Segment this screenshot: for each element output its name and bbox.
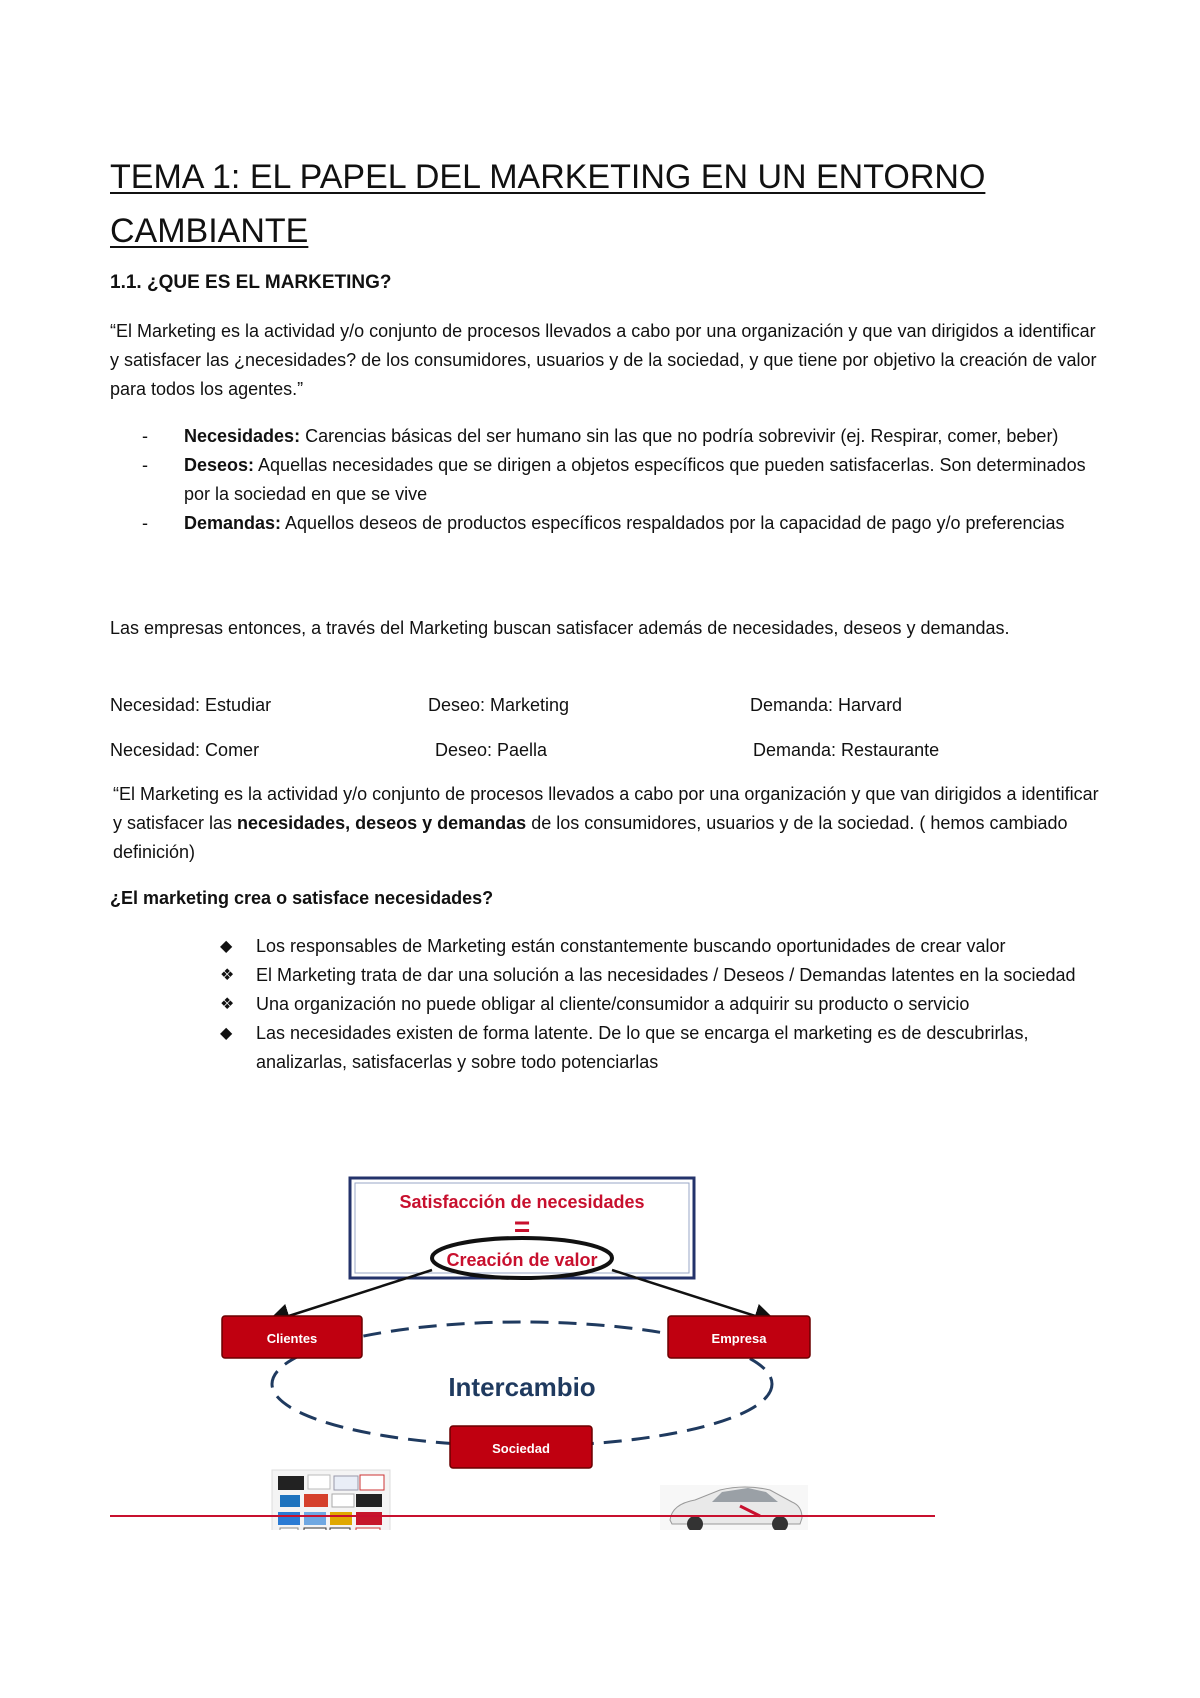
company-logos-collage [272,1470,390,1530]
definition-paragraph: “El Marketing es la actividad y/o conjunto de procesos llevados a cabo por una organización y que van dirigidos a identificar y satisfacer las ¿necesidades? de los consumidores, usuarios y de la sociedad, y que tiene por objetivo la creación de valor para todos los agentes.” [110,321,1097,399]
need-example: Necesidad: Estudiar [110,695,272,715]
list-item [140,451,1100,509]
need-example: Necesidad: Comer [110,740,260,760]
term-text: Carencias básicas del ser humano sin las que no podría sobrevivir (ej. Respirar, comer, beber) [300,426,1059,446]
dash-bullet: - [142,513,148,533]
question-heading: ¿El marketing crea o satisface necesidades? [110,888,494,908]
list-item [220,961,1100,990]
want-example: Deseo: Paella [435,740,548,760]
example-row [110,735,1100,765]
value-label: Creación de valor [446,1250,598,1270]
dash-bullet: - [142,426,148,446]
company-label: Empresa [711,1331,767,1346]
point-text: El Marketing trata de dar una solución a las necesidades / Deseos / Demandas latentes en la sociedad [256,965,1076,985]
demand-example: Demanda: Restaurante [753,740,940,760]
page-title: TEMA 1: EL PAPEL DEL MARKETING EN UN ENTORNO CAMBIANTE [110,158,986,250]
point-text: Los responsables de Marketing están constantemente buscando oportunidades de crear valor [256,936,1006,956]
point-text: Las necesidades existen de forma latente. De lo que se encarga el marketing es de descubrirlas, analizarlas, satisfacerlas y sobre todo potenciarlas [256,1023,1029,1072]
society-label: Sociedad [492,1441,550,1456]
list-item [140,509,1100,538]
white-taxi-car-photo [660,1485,808,1530]
dash-bullet: - [142,455,148,475]
definition-text: “El Marketing es la actividad y/o conjunto de procesos llevados a cabo por una organización y que van dirigidos a identificar y satisfacer las [113,784,1099,833]
definition-text: de los consumidores, usuarios y de la sociedad. ( hemos cambiado definición) [113,813,1068,862]
terms-list [140,422,1100,538]
exchange-label: Intercambio [448,1372,596,1402]
list-item [220,932,1100,961]
diamond-bullet-icon: ◆ [220,1025,233,1042]
want-example: Deseo: Marketing [428,695,570,715]
section-heading: 1.1. ¿QUE ES EL MARKETING? [110,272,392,293]
revised-definition-paragraph [113,780,1103,867]
demand-example: Demanda: Harvard [750,695,903,715]
companies-paragraph: Las empresas entonces, a través del Marketing buscan satisfacer además de necesidades, deseos y demandas. [110,618,1010,638]
term-label: Necesidades: [184,426,301,446]
four-diamond-bullet-icon: ❖ [220,996,235,1013]
point-text: Una organización no puede obligar al cliente/consumidor a adquirir su producto o servicio [256,994,970,1014]
four-diamond-bullet-icon: ❖ [220,967,235,984]
list-item [220,990,1100,1019]
points-list [220,932,1100,1077]
list-item [220,1019,1100,1077]
diamond-bullet-icon: ◆ [220,938,233,955]
definition-bold-text: necesidades, deseos y demandas [237,813,527,833]
exchange-diagram [200,1170,950,1530]
divider-line [110,1515,935,1517]
term-text: Aquellas necesidades que se dirigen a objetos específicos que pueden satisfacerlas. Son determinados por la sociedad en que se vive [184,455,1086,504]
term-text: Aquellos deseos de productos específicos respaldados por la capacidad de pago y/o preferencias [281,513,1065,533]
clients-label: Clientes [266,1331,318,1346]
equals-sign: = [513,1211,531,1242]
example-row [110,690,1100,720]
term-label: Demandas: [184,513,282,533]
list-item [140,422,1100,451]
term-label: Deseos: [184,455,255,475]
satisfaction-label: Satisfacción de necesidades [399,1192,645,1212]
